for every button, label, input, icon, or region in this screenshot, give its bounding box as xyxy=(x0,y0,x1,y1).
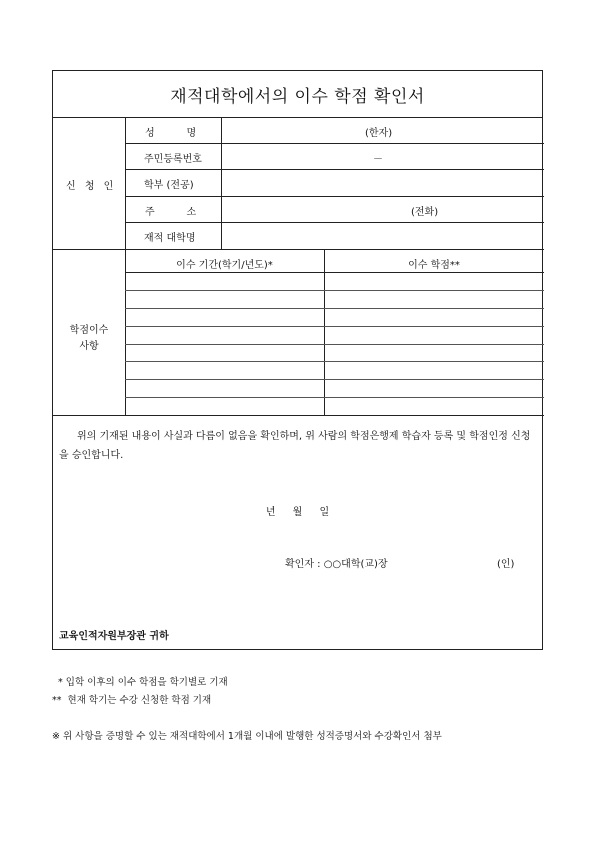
seal-mark: (인) xyxy=(497,559,515,570)
form-title: 재적대학에서의 이수 학점 확인서 xyxy=(53,71,542,118)
credits-row-divider xyxy=(125,290,544,291)
certificate-form xyxy=(52,70,543,650)
credits-section-label: 학점이수 xyxy=(69,325,109,336)
applicant-label-divider xyxy=(125,117,126,249)
credits-header-divider xyxy=(125,272,544,273)
enrolled-university-label: 재적 대학명 xyxy=(144,233,196,244)
row-divider xyxy=(125,169,544,170)
credits-row-divider xyxy=(125,344,544,345)
credits-column-header: 이수 학점** xyxy=(408,260,460,271)
credits-section-label-2: 사항 xyxy=(79,341,99,352)
credits-row-divider xyxy=(125,361,544,362)
name-hanja-hint: (한자) xyxy=(365,128,393,139)
section-divider xyxy=(53,415,544,416)
confirmer-line: 확인자 : ○○대학(교)장 xyxy=(285,559,388,570)
resident-number-label: 주민등록번호 xyxy=(144,154,202,165)
phone-hint: (전화) xyxy=(411,207,439,218)
footnote-2: ** 현재 학기는 수강 신청한 학점 기재 xyxy=(52,695,212,706)
section-divider xyxy=(53,249,544,250)
period-column-header: 이수 기간(학기/년도)* xyxy=(176,260,273,271)
department-label: 학부 (전공) xyxy=(144,180,194,191)
footnote-3: ※ 위 사항을 증명할 수 있는 재적대학에서 1개월 이내에 발행한 성적증명서와 수강확인서 첨부 xyxy=(52,731,442,742)
applicant-section-label: 신 청 인 xyxy=(66,181,117,192)
addressee: 교육인적자원부장관 귀하 xyxy=(59,631,169,642)
row-divider xyxy=(125,143,544,144)
address-label: 주 소 xyxy=(145,207,197,218)
declaration-text: 위의 기재된 내용이 사실과 다름이 없음을 확인하며, 위 사람의 학점은행제 학습자 등록 및 학점인정 신청을 승인합니다. xyxy=(59,431,531,461)
credits-label-divider xyxy=(125,249,126,415)
footnote-1: * 입학 이후의 이수 학점을 학기별로 기재 xyxy=(58,677,228,688)
row-divider xyxy=(125,222,544,223)
name-label: 성 명 xyxy=(145,128,197,139)
row-divider xyxy=(125,196,544,197)
credits-column-divider xyxy=(324,249,325,415)
applicant-field-divider xyxy=(221,117,222,249)
credits-row-divider xyxy=(125,397,544,398)
date-line: 년 월 일 xyxy=(265,507,330,518)
credits-row-divider xyxy=(125,326,544,327)
resident-number-dash: － xyxy=(373,154,383,165)
credits-row-divider xyxy=(125,308,544,309)
credits-row-divider xyxy=(125,379,544,380)
